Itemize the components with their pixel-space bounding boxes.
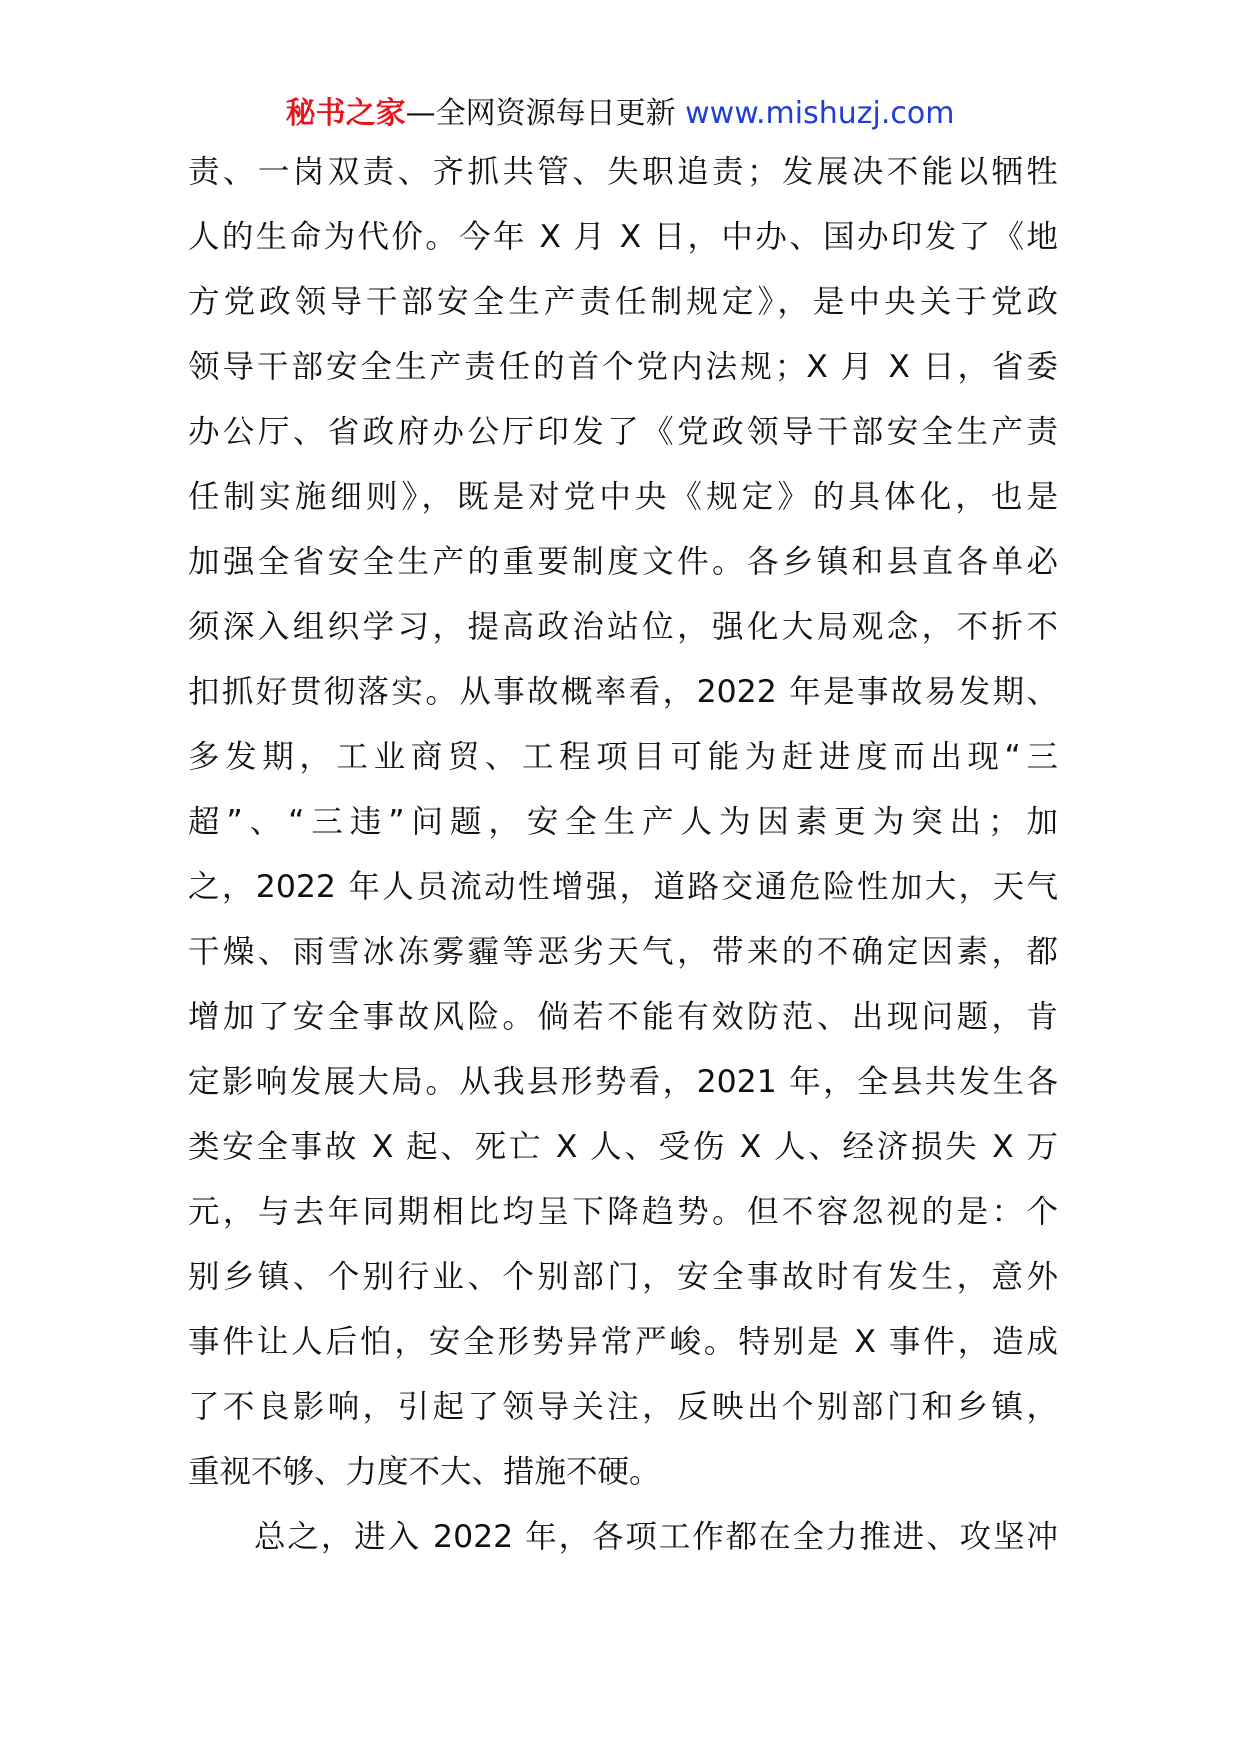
site-watermark-header [0,94,1240,134]
text-line: 事件让人后怕，安全形势异常严峻。特别是 X 事件，造成 [188,1324,1058,1360]
text-line: 元，与去年同期相比均呈下降趋势。但不容忽视的是：个 [188,1194,1058,1230]
text-line: 加强全省安全生产的重要制度文件。各乡镇和县直各单必 [188,544,1058,580]
paragraph [188,1505,1058,1570]
document-body [188,140,1058,1570]
text-line: 超”、“三违”问题，安全生产人为因素更为突出；加 [188,804,1058,840]
text-line: 重视不够、力度不大、措施不硬。 [188,1454,661,1490]
text-line: 增加了安全事故风险。倘若不能有效防范、出现问题，肯 [188,999,1058,1035]
text-line: 类安全事故 X 起、死亡 X 人、受伤 X 人、经济损失 X 万 [188,1129,1058,1165]
text-line: 领导干部安全生产责任的首个党内法规；X 月 X 日，省委 [188,349,1058,385]
site-url: www.mishuzj.com [685,96,955,131]
site-tagline: —全网资源每日更新 [405,96,686,131]
text-line: 定影响发展大局。从我县形势看，2021 年，全县共发生各 [188,1064,1058,1100]
text-line: 干燥、雨雪冰冻雾霾等恶劣天气，带来的不确定因素，都 [188,934,1058,970]
site-brand: 秘书之家 [285,96,406,131]
text-line: 扣抓好贯彻落实。从事故概率看，2022 年是事故易发期、 [188,674,1058,710]
text-line: 方党政领导干部安全生产责任制规定》，是中央关于党政 [188,284,1058,320]
text-line: 总之，进入 2022 年，各项工作都在全力推进、攻坚冲 [254,1519,1058,1555]
text-line: 责、一岗双责、齐抓共管、失职追责；发展决不能以牺牲 [188,154,1058,190]
text-line: 之，2022 年人员流动性增强，道路交通危险性加大，天气 [188,869,1058,905]
text-line: 办公厅、省政府办公厅印发了《党政领导干部安全生产责 [188,414,1058,450]
text-line: 多发期，工业商贸、工程项目可能为赶进度而出现“三 [188,739,1058,775]
text-line: 任制实施细则》，既是对党中央《规定》的具体化，也是 [188,479,1058,515]
text-line: 别乡镇、个别行业、个别部门，安全事故时有发生，意外 [188,1259,1058,1295]
paragraph [188,140,1058,1505]
text-line: 人的生命为代价。今年 X 月 X 日，中办、国办印发了《地 [188,219,1058,255]
text-line: 须深入组织学习，提高政治站位，强化大局观念，不折不 [188,609,1058,645]
text-line: 了不良影响，引起了领导关注，反映出个别部门和乡镇， [188,1389,1058,1425]
